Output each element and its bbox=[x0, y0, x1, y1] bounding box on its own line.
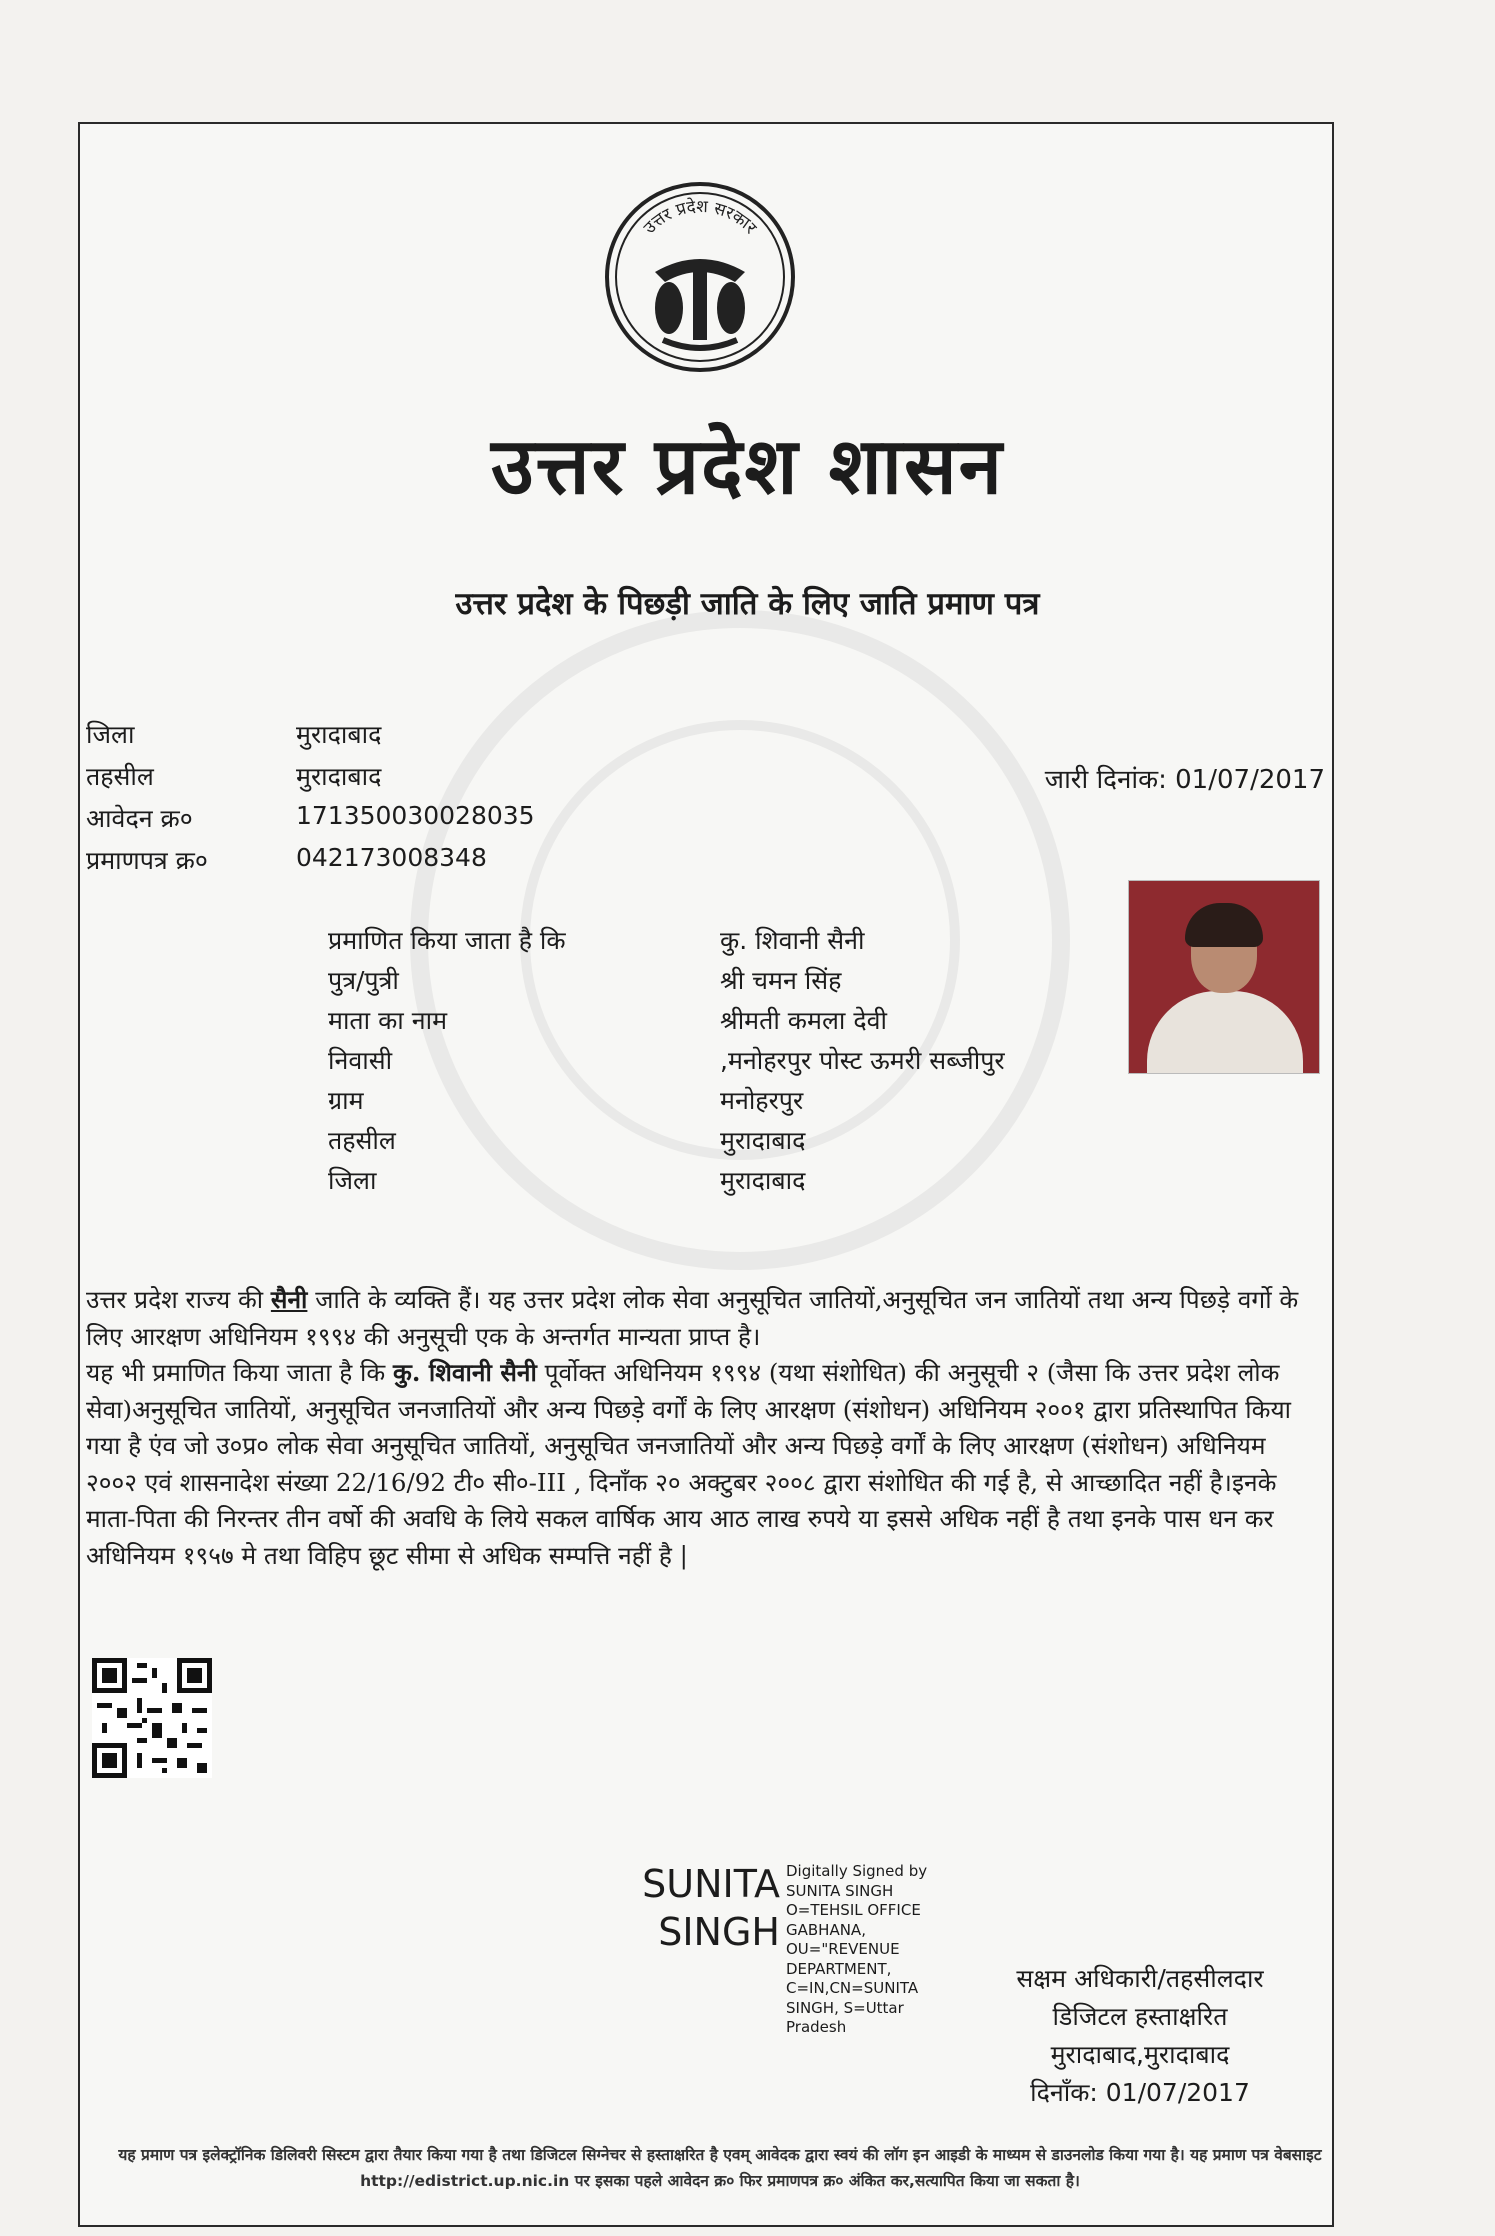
detail-label: तहसील bbox=[328, 1126, 396, 1155]
up-government-emblem bbox=[603, 180, 797, 374]
detail-value-district: मुरादाबाद bbox=[720, 1166, 806, 1195]
detail-value-village: मनोहरपुर bbox=[720, 1086, 804, 1115]
detail-label: जिला bbox=[328, 1166, 377, 1195]
officer-title: सक्षम अधिकारी/तहसीलदार bbox=[1016, 1964, 1264, 1993]
detail-label: माता का नाम bbox=[328, 1006, 448, 1035]
qr-code bbox=[92, 1658, 212, 1778]
detail-value-father: श्री चमन सिंह bbox=[720, 966, 842, 995]
applicant-photo bbox=[1128, 880, 1320, 1074]
issuing-officer-block bbox=[990, 1960, 1290, 2112]
body-paragraph-2: यह भी प्रमाणित किया जाता है कि कु. शिवानी सैनी पूर्वोक्त अधिनियम १९९४ (यथा संशोधित) की अनुसूची २ (जैसा कि उत्तर प्रदेश लोक सेवा)अनुसूचित जातियों, अनुसूचित जनजातियों और अन्य पिछड़े वर्गों के लिए आरक्षण (संशोधन) अधिनियम २००१ द्वारा प्रतिस्थापित किया गया है एंव जो उ०प्र० लोक सेवा अनुसूचित जातियों, अनुसूचित जनजातियों और अन्य पिछड़े वर्गों के लिए आरक्षण (संशोधन) अधिनियम २००२ एवं शासनादेश संख्या 22/16/92 टी० सी०-III , दिनाँक २० अक्टुबर २००८ द्वारा संशोधित की गई है, से आच्छादित नहीं है।इनके माता-पिता की निरन्तर तीन वर्षो की अवधि के लिये सकल वार्षिक आय आठ लाख रुपये या इससे अधिक नहीं है तथा इनके पास धन कर अधिनियम १९५७ मे तथा विहिप छूट सीमा से अधिक सम्पत्ति नहीं है | bbox=[86, 1358, 1292, 1570]
meta-value-tehsil: मुरादाबाद bbox=[296, 762, 382, 791]
detail-label: पुत्र/पुत्री bbox=[328, 966, 399, 995]
body-paragraph-1: उत्तर प्रदेश राज्य की सैनी जाति के व्यक्ति हैं। यह उत्तर प्रदेश लोक सेवा अनुसूचित जातियों,अनुसूचित जन जातियों तथा अन्य पिछड़े वर्गो के लिए आरक्षण अधिनियम १९९४ की अनुसूची एक के अन्तर्गत मान्यता प्राप्त है। bbox=[86, 1285, 1299, 1351]
meta-value-certificate-no: 042173008348 bbox=[296, 843, 487, 872]
detail-label: निवासी bbox=[328, 1046, 393, 1075]
meta-value-application-no: 171350030028035 bbox=[296, 801, 535, 830]
digital-signature-details: Digitally Signed by SUNITA SINGH O=TEHSIL OFFICE GABHANA, OU="REVENUE DEPARTMENT, C=IN,CN=SUNITA SINGH, S=Uttar Pradesh bbox=[786, 1862, 928, 2036]
detail-value-name: कु. शिवानी सैनी bbox=[720, 926, 865, 955]
verification-footer: यह प्रमाण पत्र इलेक्ट्रॉनिक डिलिवरी सिस्टम द्वारा तैयार किया गया है तथा डिजिटल सिग्नेचर से हस्ताक्षरित है एवम् आवेदक द्वारा स्वयं की लॉग इन आइडी के माध्यम से डाउनलोड किया गया है। यह प्रमाण पत्र वेबसाइट http://edistrict.up.nic.in पर इसका पहले आवेदन क्र० फिर प्रमाणपत्र क्र० अंकित कर,सत्यापित किया जा सकता है। bbox=[118, 2146, 1322, 2190]
svg-text:उत्तर प्रदेश सरकार bbox=[640, 196, 761, 239]
meta-label-application-no: आवेदन क्र० bbox=[86, 804, 193, 833]
meta-label-certificate-no: प्रमाणपत्र क्र० bbox=[86, 846, 208, 875]
officer-sign-type: डिजिटल हस्ताक्षरित bbox=[1052, 2002, 1228, 2031]
meta-label-district: जिला bbox=[86, 720, 135, 749]
digital-signature-name: SUNITA SINGH bbox=[642, 1862, 780, 1954]
caste-name: सैनी bbox=[270, 1285, 308, 1314]
issue-date: जारी दिनांक: 01/07/2017 bbox=[1044, 765, 1325, 795]
detail-label: ग्राम bbox=[328, 1086, 364, 1115]
meta-label-tehsil: तहसील bbox=[86, 762, 154, 791]
certificate-body bbox=[86, 1282, 1324, 1574]
detail-label: प्रमाणित किया जाता है कि bbox=[328, 926, 566, 955]
applicant-name-inline: कु. शिवानी सैनी bbox=[393, 1358, 537, 1387]
document-title: उत्तर प्रदेश शासन bbox=[491, 421, 1004, 512]
document-subtitle: उत्तर प्रदेश के पिछड़ी जाति के लिए जाति प्रमाण पत्र bbox=[455, 586, 1040, 622]
detail-value-tehsil: मुरादाबाद bbox=[720, 1126, 806, 1155]
officer-date: दिनाँक: 01/07/2017 bbox=[1030, 2078, 1250, 2107]
detail-value-mother: श्रीमती कमला देवी bbox=[720, 1006, 887, 1035]
detail-value-resident: ,मनोहरपुर पोस्ट ऊमरी सब्जीपुर bbox=[720, 1046, 1005, 1075]
meta-value-district: मुरादाबाद bbox=[296, 720, 382, 749]
emblem-text: उत्तर प्रदेश सरकार bbox=[639, 196, 761, 239]
officer-place: मुरादाबाद,मुरादाबाद bbox=[1050, 2040, 1230, 2069]
